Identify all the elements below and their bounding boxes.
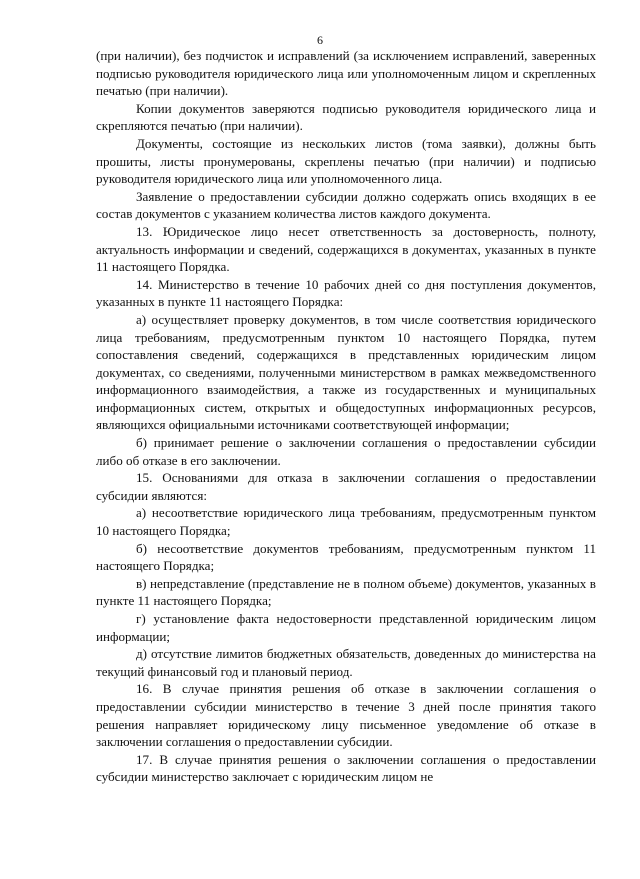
subitem-v: в) непредставление (представление не в полном объеме) документов, указанных в пункте 11 настоящего Порядка; bbox=[96, 575, 596, 609]
paragraph-item-15: 15. Основаниями для отказа в заключении соглашения о предоставлении субсидии являются: bbox=[96, 470, 596, 503]
subitem-a: а) несоответствие юридического лица требованиям, предусмотренным пунктом 10 настоящего Порядка; bbox=[96, 505, 596, 539]
document-body bbox=[96, 47, 596, 786]
paragraph: Документы, состоящие из нескольких листов (тома заявки), должны быть прошиты, листы пронумерованы, скреплены печатью (при наличии) и подписью руководителя юридического лица или уполномоченного лица. bbox=[96, 135, 596, 187]
subitem-d: д) отсутствие лимитов бюджетных обязательств, доведенных до министерства на текущий финансовый год и плановый период. bbox=[96, 646, 596, 679]
paragraph: Копии документов заверяются подписью руководителя юридического лица и скрепляются печатью (при наличии). bbox=[96, 100, 596, 134]
paragraph-item-14: 14. Министерство в течение 10 рабочих дней со дня поступления документов, указанных в пункте 11 настоящего Порядка: bbox=[96, 276, 596, 310]
page-number: 6 bbox=[317, 33, 323, 47]
subitem-g: г) установление факта недостоверности представленной юридическим лицом информации; bbox=[96, 611, 596, 644]
subitem-a: а) осуществляет проверку документов, в том числе соответствия юридического лица требованиям, предусмотренным пунктом 10 настоящего Порядка, путем сопоставления сведений, содержащихся в представленных юридическим лицом документах, со сведениями, полученными министерством в рамках межведомственного информационного взаимодействия, а также из государственных и муниципальных информационных систем, открытых и общедоступных информационных ресурсов, являющихся официальными источниками соответствующей информации; bbox=[96, 311, 596, 433]
paragraph-item-16: 16. В случае принятия решения об отказе в заключении соглашения о предоставлении субсидии министерство в течение 3 дней после принятия такого решения направляет юридическому лицу письменное уведомление об отказе в заключении соглашения о предоставлении субсидии. bbox=[96, 681, 596, 750]
subitem-b: б) несоответствие документов требованиям, предусмотренным пунктом 11 настоящего Порядка; bbox=[96, 540, 596, 574]
paragraph: Заявление о предоставлении субсидии должно содержать опись входящих в ее состав документов с указанием количества листов каждого документа. bbox=[96, 188, 596, 222]
subitem-b: б) принимает решение о заключении соглашения о предоставлении субсидии либо об отказе в его заключении. bbox=[96, 435, 596, 468]
paragraph-item-13: 13. Юридическое лицо несет ответственность за достоверность, полноту, актуальность информации и сведений, содержащихся в документах, указанных в пункте 11 настоящего Порядка. bbox=[96, 223, 596, 275]
paragraph: (при наличии), без подчисток и исправлений (за исключением исправлений, заверенных подписью руководителя юридического лица или уполномоченным лицом и скрепленных печатью (при наличии). bbox=[96, 48, 596, 99]
paragraph-item-17: 17. В случае принятия решения о заключении соглашения о предоставлении субсидии министерство заключает с юридическим лицом не bbox=[96, 751, 596, 785]
